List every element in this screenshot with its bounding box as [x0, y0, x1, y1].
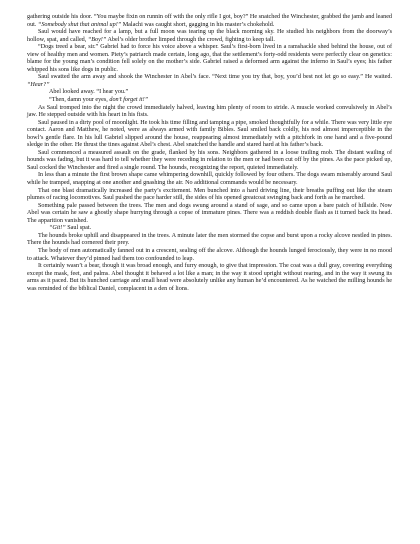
paragraph	[27, 172, 392, 187]
italic-text: “Git!”	[49, 225, 66, 232]
text-run: Saul swatted the arm away and shook the Winchester in Abel’s face. “Next time you try that, boy, you’d best not let go so easy.” He waited.	[38, 74, 392, 81]
text-run: The hounds broke uphill and disappeared in the trees. A minute later the men stormed the copse and burst upon a rocky alcove nestled in pines. There the hounds had cornered their prey.	[27, 232, 392, 247]
text-run: Saul commenced a measured assault on the grade, flanked by his sons. Neighbors gathered in a loose trailing mob. The distant wailing of hounds was fading, but it was hard to tell whether they were receding in relation to the men or had been cut off by the pines. As the pace picked up, Saul cocked the Winchester and fired a single round. The hounds, recognizing the report, quieted immediately.	[27, 149, 392, 171]
paragraph	[27, 97, 392, 105]
paragraph	[27, 203, 392, 226]
text-run: Something pale passed between the trees. The men and dogs swung around a stand of sage, and so came upon a bare patch of hillside. Now Abel was certain he saw a ghostly shape hurrying through a copse of immature pines. There was a reddish double flash as it turned back its head. The apparition vanished.	[27, 202, 392, 224]
text-run: Saul would have reached for a lamp, but a full moon was tearing up the black morning sky. He studied his neighbors from the doorway’s hollow, spat, and called,	[27, 29, 392, 43]
text-run: In less than a minute the first brown shape came whimpering downhill, quickly followed by four others. The dogs swam miserably around Saul while he tramped, snapping at one another and gnashing the air. No additional commands would be necessary.	[27, 172, 392, 187]
text-run: Saul spat.	[65, 225, 92, 232]
italic-text: “Boy!”	[87, 36, 107, 43]
paragraph	[27, 225, 392, 233]
text-run: The body of men automatically fanned out in a crescent, sealing off the alcove. Although the hounds lunged ferociously, they were in no mood to attack. Whatever they’d pinned had them too confounded to leap.	[27, 247, 392, 262]
paragraph	[27, 263, 392, 293]
text-run: “Dogs treed a bear, sir.” Gabriel had to force his voice above a whisper. Saul’s first-born lived in a ramshackle shed behind the house, out of view of healthy men and women. Piety’s patriarch made certain, long ago, that the settlement’s forty-odd residents were perfectly clear on genetics: blame for the young man’s condition fell solely on the mother’s side. Gabriel raised a deformed arm against the inferno in Saul’s eyes; his father whipped his sons like dogs in public.	[27, 44, 392, 73]
paragraph	[27, 188, 392, 203]
paragraph	[27, 74, 392, 89]
paragraph	[27, 29, 392, 44]
paragraph	[27, 44, 392, 74]
paragraph	[27, 120, 392, 150]
text-run: Abel looked away. “I hear you.”	[49, 89, 129, 96]
text-run: Saul paused in a dirty pool of moonlight. He took his time filling and tamping a pipe, smoked thoughtfully for a while. There was very little eye contact. Aaron and Matthew, he noted, were as always armed with family Bibles. Saul smiled back coldly, his nod almost imperceptible in the bowl’s gentle flare. In his lull Gabriel slipped around the house, reappearing almost immediately with a pitchfork in one hand and a five-pound sledge in the other. He thrust the tines against Abel’s chest. Abel snatched the handle and stared hard at his father’s back.	[27, 119, 392, 149]
paragraph	[27, 233, 392, 248]
text-run: Malachi was caught short, gagging in his master’s chokehold.	[121, 21, 275, 28]
paragraph	[27, 14, 392, 29]
text-run: gathering outside his door. “You maybe fixin on runnin off with the only rifle I got, boy?” He snatched the Winchester, grabbed the jamb and leaned out.	[27, 14, 392, 28]
italic-text: “Somebody shut that animal up!”	[37, 21, 122, 28]
paragraph	[27, 105, 392, 120]
text-run: Abel’s older brother limped through the crowd, fighting to keep tall.	[106, 36, 275, 43]
text-run: That one blast dramatically increased the party’s excitement. Men bunched into a hard driving line, their breaths puffing out like the steam plumes of racing locomotives. Saul pushed the pace harder still, the sides of his opened greatcoat swinging back and forth as he marched.	[27, 187, 392, 202]
text-run: As Saul tromped into the night the crowd immediately halved, leaving him plenty of room to stride. A muscle worked convulsively in Abel’s jaw. He stepped outside with his heart in his fists.	[27, 104, 392, 119]
paragraph	[27, 248, 392, 263]
italic-text: “Hear?”	[27, 81, 50, 88]
text-run: “Then, damn your eyes,	[49, 97, 110, 104]
text-run: It certainly wasn’t a bear, though it was broad enough, and furry enough, to give that impression. The coat was a dull gray, covering everything except the mask, feet, and palms. Abel thought it behaved a lot like a man; in the way it stood upright without rearing, and in the way it swung its arms as it paced. But its hunched carriage and small head were absolutely unlike any human he’d encountered. As he watched the milling hounds he was reminded of the biblical Daniel, complacent in a den of lions.	[27, 263, 392, 292]
paragraph	[27, 89, 392, 97]
italic-text: don’t forget it!”	[109, 97, 149, 104]
paragraph	[27, 150, 392, 173]
